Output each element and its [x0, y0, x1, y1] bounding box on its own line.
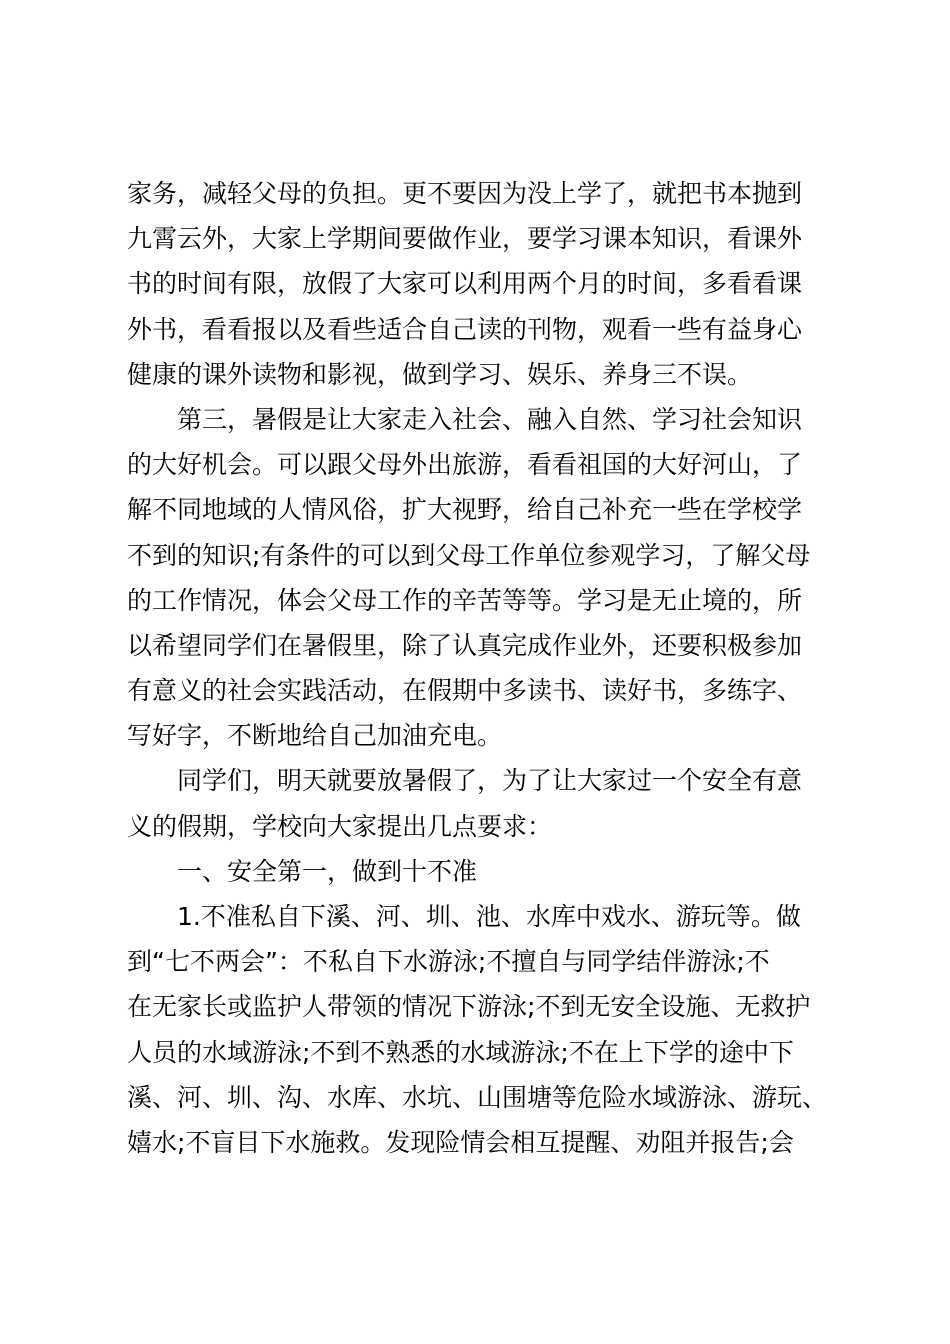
paragraph-first-line: 第三，暑假是让大家走入社会、融入自然、学习社会知识	[177, 404, 803, 434]
document-body	[127, 171, 832, 1165]
paragraph-line: 有意义的社会实践活动，在假期中多读书、读好书，多练字、	[127, 676, 803, 706]
paragraph-line: 溪、河、圳、沟、水库、水坑、山围塘等危险水域游泳、游玩、	[127, 1082, 828, 1112]
paragraph-line: 健康的课外读物和影视，做到学习、娱乐、养身三不误。	[127, 359, 753, 389]
paragraph-first-line: 同学们，明天就要放暑假了，为了让大家过一个安全有意	[177, 766, 803, 796]
paragraph-line: 不到的知识;有条件的可以到父母工作单位参观学习，了解父母	[127, 540, 811, 570]
paragraph-line: 九霄云外，大家上学期间要做作业，要学习课本知识，看课外	[127, 224, 803, 254]
paragraph-line: 家务，减轻父母的负担。更不要因为没上学了，就把书本抛到	[127, 179, 803, 208]
paragraph-line: 解不同地域的人情风俗，扩大视野，给自己补充一些在学校学	[127, 495, 803, 525]
paragraph-line: 书的时间有限，放假了大家可以利用两个月的时间，多看看课	[127, 269, 803, 299]
paragraph-line: 义的假期，学校向大家提出几点要求：	[127, 811, 553, 841]
paragraph-line: 人员的水域游泳;不到不熟悉的水域游泳;不在上下学的途中下	[127, 1037, 794, 1067]
paragraph-line: 嬉水;不盲目下水施救。发现险情会相互提醒、劝阻并报告;会	[127, 1127, 794, 1157]
paragraph-line: 写好字，不断地给自己加油充电。	[127, 721, 503, 751]
paragraph-first-line: 一、安全第一，做到十不准	[177, 856, 478, 886]
paragraph-first-line: 1.不准私自下溪、河、圳、池、水库中戏水、游玩等。做	[177, 902, 801, 931]
paragraph-line: 到“七不两会”：不私自下水游泳;不擅自与同学结伴游泳;不	[127, 947, 770, 977]
paragraph-line: 以希望同学们在暑假里，除了认真完成作业外，还要积极参加	[127, 630, 803, 660]
paragraph-line: 外书，看看报以及看些适合自己读的刊物，观看一些有益身心	[127, 314, 803, 344]
paragraph-line: 在无家长或监护人带领的情况下游泳;不到无安全设施、无救护	[127, 992, 811, 1022]
paragraph-line: 的工作情况，体会父母工作的辛苦等等。学习是无止境的，所	[127, 585, 803, 615]
paragraph-line: 的大好机会。可以跟父母外出旅游，看看祖国的大好河山，了	[127, 450, 803, 480]
